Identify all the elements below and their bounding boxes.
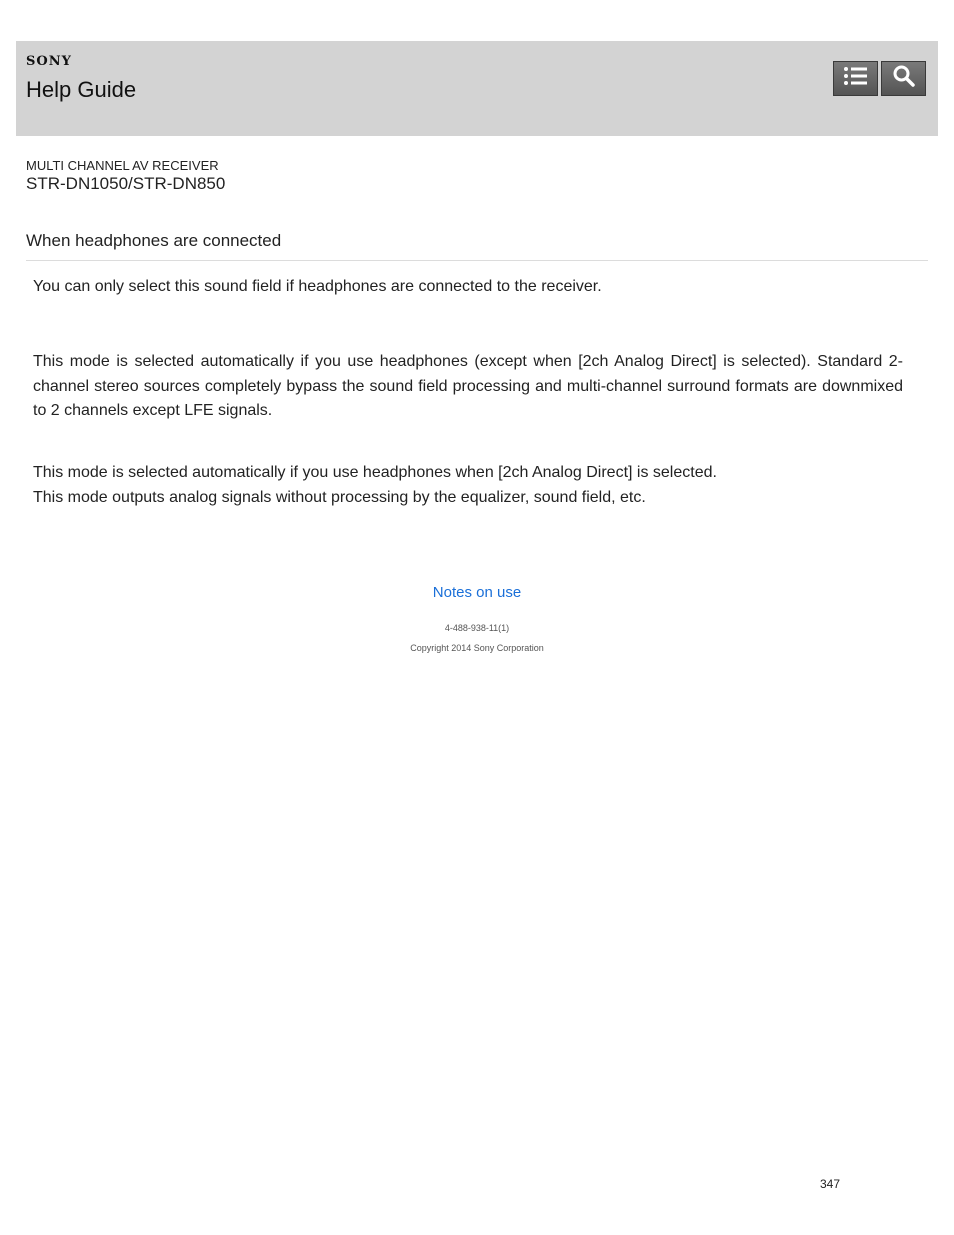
table-of-contents-button[interactable] — [833, 61, 878, 96]
header-bar — [16, 41, 938, 136]
paragraph-headphone-direct: This mode is selected automatically if you use headphones when [2ch Analog Direct] is selected. — [33, 464, 717, 481]
product-model: STR-DN1050/STR-DN850 — [26, 174, 226, 193]
topic-title: When headphones are connected — [26, 231, 282, 250]
document-number: 4-488-938-11(1) — [444, 623, 510, 633]
search-button[interactable] — [881, 61, 926, 96]
page-number: 347 — [820, 1177, 841, 1191]
sony-logo: SONY — [26, 54, 72, 69]
notes-on-use-link[interactable]: Notes on use — [432, 584, 522, 601]
paragraph-headphone-requirement: You can only select this sound field if headphones are connected to the receiver. — [33, 278, 602, 295]
copyright-notice: Copyright 2014 Sony Corporation — [410, 643, 544, 653]
paragraph-analog-output: This mode outputs analog signals without processing by the equalizer, sound field, etc. — [33, 489, 646, 506]
help-guide-title: Help Guide — [26, 77, 137, 102]
product-type: MULTI CHANNEL AV RECEIVER — [26, 158, 219, 173]
paragraph-headphone-2ch: This mode is selected automatically if you use headphones (except when [2ch Analog Direct] is selected). Standard 2-channel stereo sources completely bypass the sound field processing and multi-channel surround formats are downmixed to 2 channels except LFE signals. — [33, 353, 903, 419]
divider — [26, 260, 928, 261]
search-icon — [892, 64, 916, 93]
list-icon — [843, 65, 869, 92]
